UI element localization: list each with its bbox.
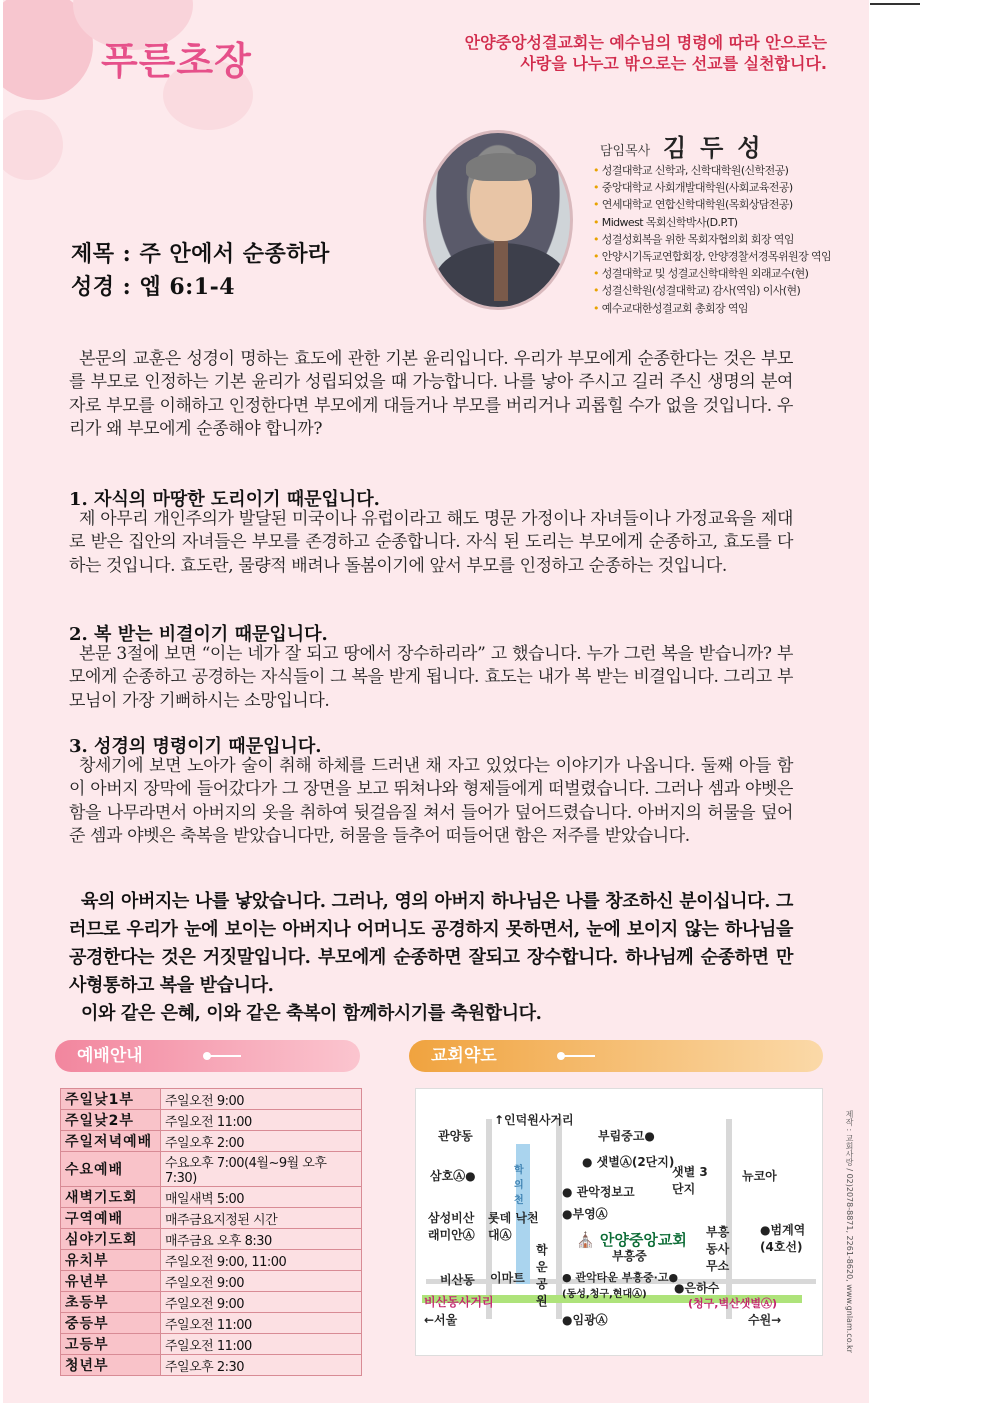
schedule-row (61, 1131, 362, 1152)
sermon-closing (69, 888, 793, 1028)
schedule-row (61, 1271, 362, 1292)
schedule-row (61, 1292, 362, 1313)
schedule-service-time: 주일오전 9:00, 11:00 (161, 1250, 362, 1271)
motto-line-2: 사랑을 나누고 밖으로는 선교를 실천합니다. (520, 54, 827, 73)
map-label (409, 1040, 823, 1072)
point-1-text: 제 아무리 개인주의가 발달된 미국이나 유럽이라고 해도 명문 가정이나 자녀들이나 가정교육을 제대로 받은 집안의 자녀들은 부모를 존경하고 순종합니다. 자식 된 도리는 부모에게 순종하고, 효도를 다하는 것입니다. 효도란, 물량적 배려나 돌봄이기에 앞서 부모를 인정하고 순종하는 것입니다. (69, 509, 793, 576)
schedule-service-name: 유년부 (61, 1271, 161, 1292)
map-place: ● 관악정보고 (562, 1185, 635, 1199)
schedule-service-time: 매일새벽 5:00 (161, 1187, 362, 1208)
map-place: 롯데 낙천대Ⓐ (488, 1211, 539, 1242)
sermon-title: 제목 : 주 안에서 순종하라 (71, 241, 330, 267)
schedule-service-time: 주일오전 11:00 (161, 1110, 362, 1131)
schedule-service-name: 중등부 (61, 1313, 161, 1334)
closing-paragraph: 육의 아버지는 나를 낳았습니다. 그러나, 영의 아버지 하나님은 나를 창조하신 분이십니다. 그러므로 우리가 눈에 보이는 아버지나 어머니도 공경하지 못하면서, 눈에 보이지 않는 하나님을 공경한다는 것은 거짓말입니다. 부모에게 순종하면 잘되고 장수합니다. 하나님께 순종하면 만사형통하고 복을 받습니다. (69, 891, 793, 996)
map-intersection: 비산동사거리 (424, 1295, 494, 1309)
schedule-service-name: 유치부 (61, 1250, 161, 1271)
photo-tie (494, 241, 508, 301)
schedule-service-time: 매주금요지정된 시간 (161, 1208, 362, 1229)
schedule-service-time: 주일오후 2:30 (161, 1355, 362, 1376)
worship-schedule-table (60, 1088, 362, 1376)
pastor-credentials (593, 162, 831, 317)
map-church-marker: ⛪ 안양중앙교회 (576, 1231, 687, 1249)
motto-line-1: 안양중앙성결교회는 예수님의 명령에 따라 안으로는 (464, 33, 827, 52)
schedule-service-name: 주일낮2부 (61, 1110, 161, 1131)
schedule-label (55, 1040, 360, 1072)
schedule-service-name: 초등부 (61, 1292, 161, 1313)
schedule-service-time: 주일오전 9:00 (161, 1089, 362, 1110)
point-2-heading: 2. 복 받는 비결이기 때문입니다. (69, 624, 328, 645)
schedule-service-name: 청년부 (61, 1355, 161, 1376)
map-place: 부림중고● (598, 1129, 655, 1143)
map-place: 비산동 (440, 1273, 475, 1287)
map-place: 삼호Ⓐ● (430, 1169, 476, 1183)
schedule-row (61, 1229, 362, 1250)
credential-item: • 성결대학교 신학과, 신학대학원(신학전공) (593, 162, 831, 179)
map-direction: 수원→ (748, 1313, 782, 1327)
schedule-label-text: 예배안내 (77, 1046, 143, 1066)
map-river-label: 학의천 (514, 1165, 524, 1206)
map-church-name: 안양중앙교회 (599, 1231, 687, 1249)
credential-item: • 성결신학원(성결대학교) 감사(역임) 이사(현) (593, 282, 831, 299)
map-place: ●은하수 (674, 1281, 720, 1295)
schedule-service-name: 수요예배 (61, 1152, 161, 1187)
map-place: ↑인덕원사거리 (494, 1113, 574, 1127)
map-place: ●임광Ⓐ (562, 1313, 608, 1327)
schedule-service-name: 고등부 (61, 1334, 161, 1355)
sermon-intro: 본문의 교훈은 성경이 명하는 효도에 관한 기본 윤리입니다. 우리가 부모에게 순종한다는 것은 부모를 부모로 인정하는 기본 윤리가 성립되었을 때 가능합니다. 나를 낳아 주시고 길러 주신 생명의 분여자로 부모를 이해하고 인정한다면 부모에게 대들거나 부모를 버리거나 괴롭힐 수가 없을 것입니다. 우리가 왜 부모에게 순종해야 합니까? (69, 349, 793, 439)
credential-item: • 안양시기독교연합회장, 안양경찰서경목위원장 역임 (593, 248, 831, 265)
point-3-heading: 3. 성경의 명령이기 때문입니다. (69, 736, 322, 757)
map-place: 부흥 동사 무소 (706, 1225, 730, 1273)
schedule-service-name: 주일저녁예배 (61, 1131, 161, 1152)
schedule-row (61, 1313, 362, 1334)
credential-item: • 성결성회복을 위한 목회자협의회 회장 역임 (593, 231, 831, 248)
map-place: 관양동 (438, 1129, 473, 1143)
map-place: 학운 공원 (536, 1243, 548, 1308)
schedule-service-time: 매주금요 오후 8:30 (161, 1229, 362, 1250)
credential-item: • 중앙대학교 사회개발대학원(사회교육전공) (593, 179, 831, 196)
page-edge-line (870, 3, 920, 5)
credential-item: • 예수교대한성결교회 총회장 역임 (593, 300, 831, 317)
sermon-heading (71, 238, 330, 304)
closing-blessing: 이와 같은 은혜, 이와 같은 축복이 함께하시기를 축원합니다. (81, 1003, 542, 1024)
schedule-service-time: 주일오전 11:00 (161, 1313, 362, 1334)
schedule-row (61, 1334, 362, 1355)
schedule-row (61, 1208, 362, 1229)
map-road (726, 1119, 732, 1319)
map-place: ● 샛별Ⓐ(2단지) (582, 1155, 675, 1169)
schedule-service-time: 주일오전 9:00 (161, 1292, 362, 1313)
schedule-service-time: 주일오전 9:00 (161, 1271, 362, 1292)
credential-item: • 성결대학교 및 성결교신학대학원 외래교수(현) (593, 265, 831, 282)
map-label-text: 교회약도 (431, 1046, 497, 1066)
church-map (415, 1088, 823, 1356)
schedule-service-name: 심야기도회 (61, 1229, 161, 1250)
map-place: 뉴코아 (742, 1169, 777, 1183)
blossom-decoration (3, 110, 63, 180)
pastor-name: 김두성 (663, 133, 775, 162)
schedule-row (61, 1355, 362, 1376)
point-2-text: 본문 3절에 보면 “이는 네가 잘 되고 땅에서 장수하리라” 고 했습니다. 누가 그런 복을 받습니까? 부모에게 순종하고 공경하는 자식들이 그 복을 받게 됩니다. 효도는 내가 복 받는 비결입니다. 그리고 부모님이 가장 기뻐하시는 소망입니다. (69, 644, 793, 711)
map-place: (동성,청구,현대Ⓐ) (562, 1289, 647, 1300)
sermon-scripture: 성경 : 엡 6:1-4 (71, 274, 236, 300)
decorative-line-icon (561, 1055, 595, 1057)
map-place: (청구,벽산샛별Ⓐ) (688, 1297, 777, 1310)
schedule-service-name: 새벽기도회 (61, 1187, 161, 1208)
point-1-heading: 1. 자식의 마땅한 도리이기 때문입니다. (69, 489, 380, 510)
schedule-row (61, 1250, 362, 1271)
point-3-text: 창세기에 보면 노아가 술이 취해 하체를 드러낸 채 자고 있었다는 이야기가 나옵니다. 둘째 아들 함이 아버지 장막에 들어갔다가 그 장면을 보고 뛰쳐나와 형제들에게 떠벌렸습니다. 그러나 셈과 야벳은 함을 나무라면서 아버지의 옷을 취하여 뒷걸음질 쳐서 들어가 덮어드렸습니다. 아버지의 허물을 덮어준 셈과 야벳은 축복을 받았습니다만, 허물을 들추어 떠들어댄 함은 저주를 받았습니다. (69, 756, 793, 846)
schedule-row (61, 1110, 362, 1131)
schedule-service-time: 수요오후 7:00(4월~9월 오후 7:30) (161, 1152, 362, 1187)
credential-item: • 연세대학교 연합신학대학원(목회상담전공) (593, 196, 831, 213)
map-direction: ←서울 (424, 1313, 458, 1327)
photo-hair (466, 153, 536, 181)
map-place: 부흥중 (612, 1249, 647, 1263)
map-place: ●범계역 (4호선) (760, 1223, 806, 1254)
bulletin-title: 푸른초장 (101, 39, 252, 83)
schedule-service-name: 주일낮1부 (61, 1089, 161, 1110)
pastor-role: 담임목사 (600, 144, 651, 159)
credential-item: • Midwest 목회신학박사(D.P.T) (593, 214, 831, 231)
map-place: ● 관악타운 부흥중·고● (562, 1271, 679, 1284)
schedule-row (61, 1152, 362, 1187)
church-motto (465, 32, 827, 74)
schedule-row (61, 1187, 362, 1208)
publisher-credit: 제작 : 교회사랑 / 02)2078-8871, 2261-8620, www.gnlam.co.kr (845, 1110, 854, 1353)
decorative-line-icon (207, 1055, 241, 1057)
bulletin-page (3, 0, 869, 1403)
schedule-row (61, 1089, 362, 1110)
map-place: ●부영Ⓐ (562, 1207, 608, 1221)
schedule-service-time: 주일오전 11:00 (161, 1334, 362, 1355)
map-place: 이마트 (490, 1271, 525, 1285)
schedule-service-name: 구역예배 (61, 1208, 161, 1229)
map-place: 샛별 3단지 (672, 1165, 708, 1196)
schedule-service-time: 주일오후 2:00 (161, 1131, 362, 1152)
pastor-photo (423, 130, 573, 310)
map-place: 삼성비산 래미안Ⓐ (428, 1211, 475, 1242)
